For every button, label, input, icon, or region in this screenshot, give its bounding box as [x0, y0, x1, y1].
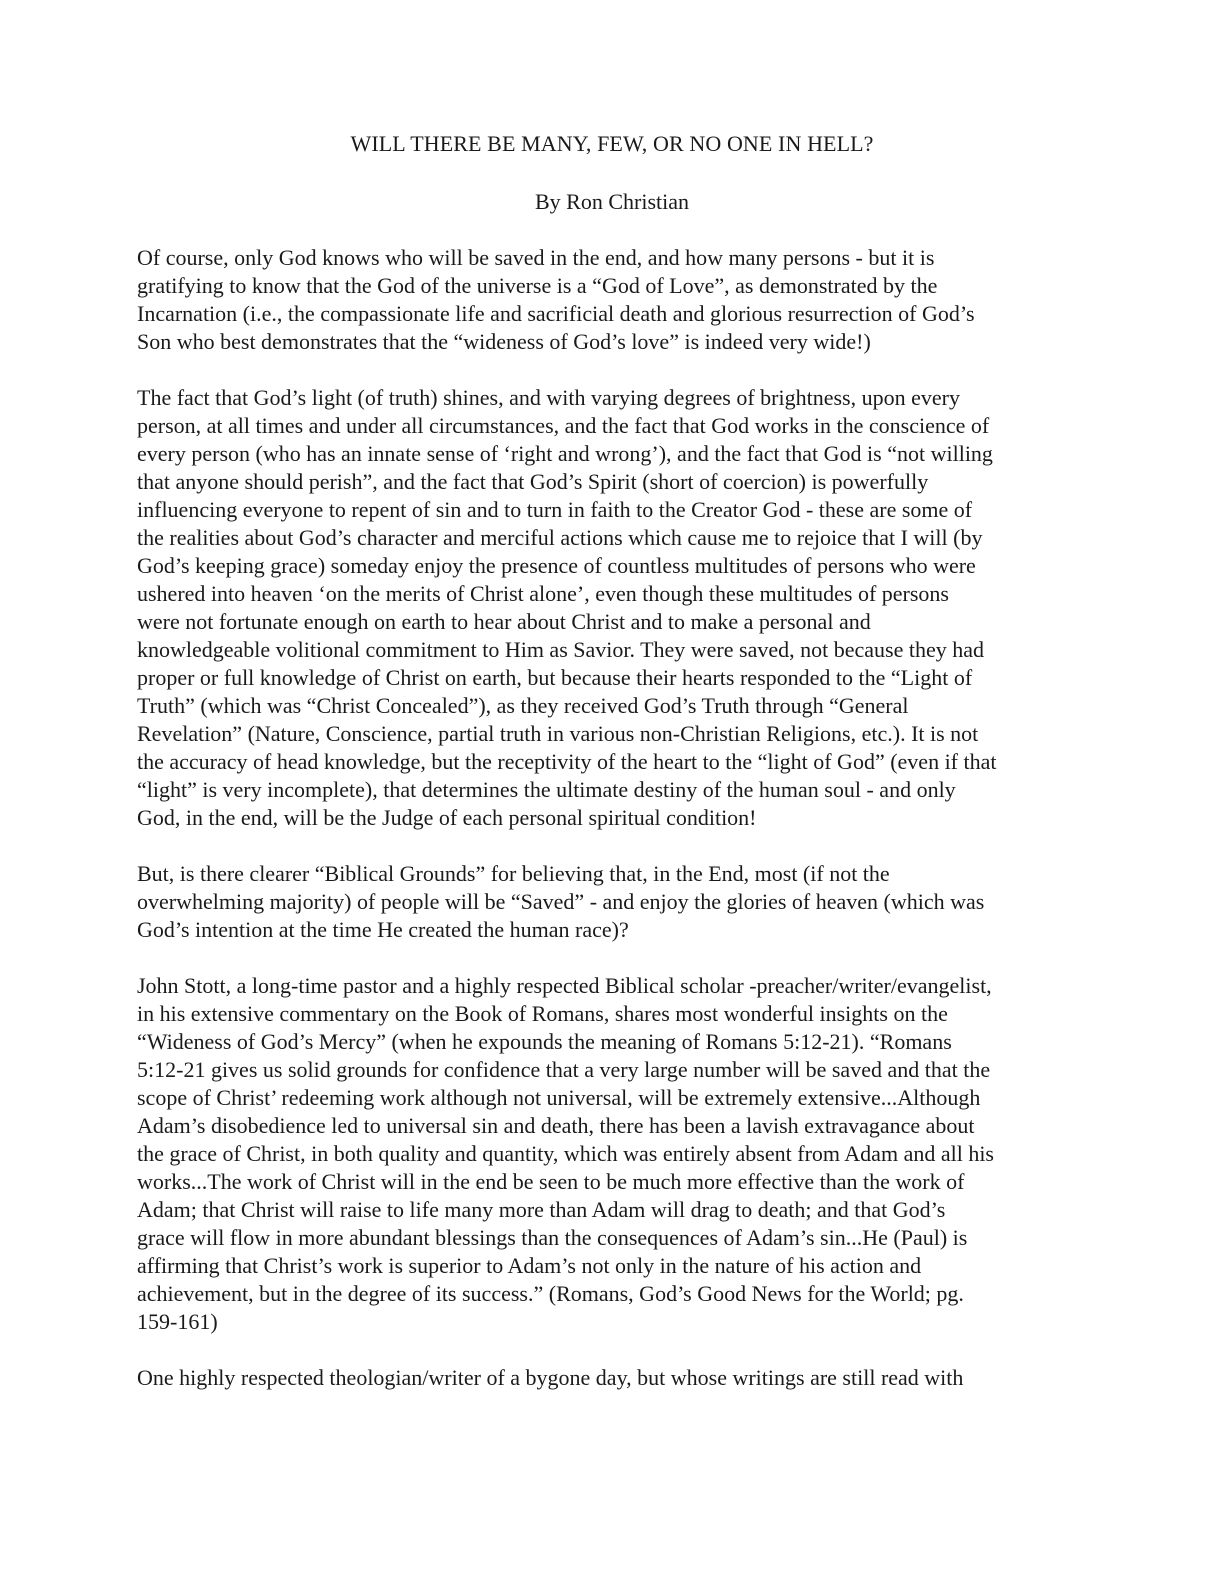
paragraph-line: affirming that Christ’s work is superior to Adam’s not only in the nature of his action and	[137, 1253, 922, 1278]
paragraph-line: in his extensive commentary on the Book of Romans, shares most wonderful insights on the	[137, 1001, 948, 1026]
paragraph-line: But, is there clearer “Biblical Grounds” for believing that, in the End, most (if not the	[137, 861, 890, 886]
paragraph-line: Of course, only God knows who will be saved in the end, and how many persons - but it is	[137, 245, 935, 270]
paragraph-line: God, in the end, will be the Judge of each personal spiritual condition!	[137, 805, 757, 830]
paragraph-line: John Stott, a long-time pastor and a highly respected Biblical scholar -preacher/writer/evangelist,	[137, 973, 992, 998]
paragraph-line: 159-161)	[137, 1309, 218, 1334]
document-body	[137, 244, 1065, 1420]
paragraph-line: Adam; that Christ will raise to life many more than Adam will drag to death; and that God’s	[137, 1197, 946, 1222]
paragraph-line: Revelation” (Nature, Conscience, partial truth in various non-Christian Religions, etc.). It is not	[137, 721, 979, 746]
paragraph-line: grace will flow in more abundant blessings than the consequences of Adam’s sin...He (Paul) is	[137, 1225, 968, 1250]
document-title: WILL THERE BE MANY, FEW, OR NO ONE IN HELL?	[350, 131, 874, 156]
paragraph-line: Adam’s disobedience led to universal sin and death, there has been a lavish extravagance about	[137, 1113, 975, 1138]
paragraph-line: God’s intention at the time He created the human race)?	[137, 917, 629, 942]
paragraph-line: the grace of Christ, in both quality and quantity, which was entirely absent from Adam and all his	[137, 1141, 994, 1166]
paragraph-line: 5:12-21 gives us solid grounds for confidence that a very large number will be saved and that the	[137, 1057, 991, 1082]
paragraph-line: knowledgeable volitional commitment to Him as Savior. They were saved, not because they had	[137, 637, 984, 662]
paragraph-5	[137, 1364, 1065, 1392]
paragraph-3	[137, 860, 1065, 944]
paragraph-line: Incarnation (i.e., the compassionate life and sacrificial death and glorious resurrection of God’s	[137, 301, 975, 326]
paragraph-line: Son who best demonstrates that the “wideness of God’s love” is indeed very wide!)	[137, 329, 871, 354]
paragraph-line: every person (who has an innate sense of ‘right and wrong’), and the fact that God is “not willing	[137, 441, 993, 466]
paragraph-line: Truth” (which was “Christ Concealed”), as they received God’s Truth through “General	[137, 693, 909, 718]
paragraph-line: overwhelming majority) of people will be “Saved” - and enjoy the glories of heaven (which was	[137, 889, 985, 914]
paragraph-line: One highly respected theologian/writer of a bygone day, but whose writings are still read with	[137, 1365, 964, 1390]
paragraph-2	[137, 384, 1065, 832]
document-byline: By Ron Christian	[534, 189, 689, 214]
paragraph-line: were not fortunate enough on earth to hear about Christ and to make a personal and	[137, 609, 871, 634]
paragraph-line: “light” is very incomplete), that determines the ultimate destiny of the human soul - and only	[137, 777, 956, 802]
paragraph-line: the accuracy of head knowledge, but the receptivity of the heart to the “light of God” (even if that	[137, 749, 997, 774]
paragraph-line: influencing everyone to repent of sin and to turn in faith to the Creator God - these are some of	[137, 497, 973, 522]
paragraph-line: works...The work of Christ will in the end be seen to be much more effective than the work of	[137, 1169, 965, 1194]
paragraph-line: God’s keeping grace) someday enjoy the presence of countless multitudes of persons who were	[137, 553, 976, 578]
paragraph-line: achievement, but in the degree of its success.” (Romans, God’s Good News for the World; pg.	[137, 1281, 964, 1306]
paragraph-1	[137, 244, 1065, 356]
paragraph-line: proper or full knowledge of Christ on earth, but because their hearts responded to the “Light of	[137, 665, 973, 690]
paragraph-line: ushered into heaven ‘on the merits of Christ alone’, even though these multitudes of persons	[137, 581, 949, 606]
paragraph-line: “Wideness of God’s Mercy” (when he expounds the meaning of Romans 5:12-21). “Romans	[137, 1029, 952, 1054]
paragraph-line: person, at all times and under all circumstances, and the fact that God works in the conscience of	[137, 413, 990, 438]
paragraph-4	[137, 972, 1065, 1336]
paragraph-line: gratifying to know that the God of the universe is a “God of Love”, as demonstrated by the	[137, 273, 938, 298]
paragraph-line: the realities about God’s character and merciful actions which cause me to rejoice that I will (by	[137, 525, 983, 550]
paragraph-line: that anyone should perish”, and the fact that God’s Spirit (short of coercion) is powerfully	[137, 469, 929, 494]
paragraph-line: scope of Christ’ redeeming work although not universal, will be extremely extensive...Although	[137, 1085, 981, 1110]
paragraph-line: The fact that God’s light (of truth) shines, and with varying degrees of brightness, upon every	[137, 385, 960, 410]
